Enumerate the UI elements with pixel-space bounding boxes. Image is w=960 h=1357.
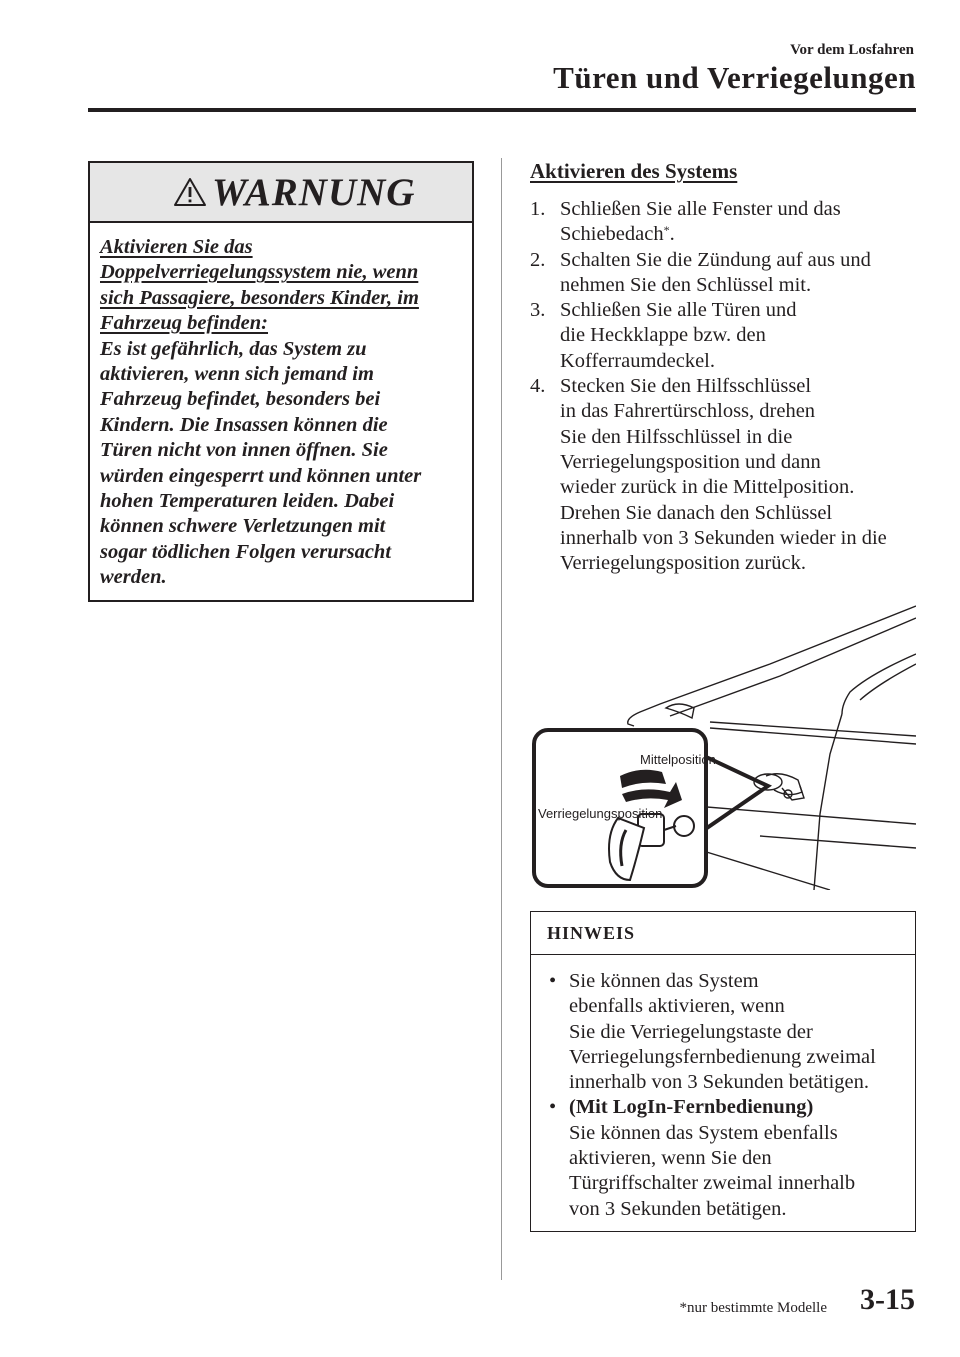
warning-lead-line: sich Passagiere, besonders Kinder, im (100, 286, 419, 309)
step-line: die Heckklappe bzw. den (560, 324, 766, 347)
header-rule (88, 108, 916, 112)
step-line: Verriegelungsposition zurück. (560, 552, 806, 575)
procedure-steps (530, 197, 920, 576)
note-line: aktivieren, wenn Sie den (569, 1147, 772, 1170)
bullet-marker: • (549, 1096, 557, 1119)
step-3 (530, 298, 920, 374)
warning-text (100, 235, 465, 591)
warning-lead-line: Fahrzeug befinden: (100, 312, 269, 335)
note-header (531, 912, 915, 955)
step-4 (530, 374, 920, 576)
step-2 (530, 248, 920, 299)
callout-pointer (704, 756, 768, 830)
step-number: 3. (530, 299, 546, 322)
warning-body-line: können schwere Verletzungen mit (100, 515, 386, 538)
warning-body-line: Kindern. Die Insassen können die (100, 413, 388, 436)
step-line: Schließen Sie alle Fenster und das (560, 198, 841, 220)
step-line: Stecken Sie den Hilfsschlüssel (560, 375, 812, 398)
note-bold-lead: (Mit LogIn-Fernbedienung) (569, 1096, 814, 1119)
step-line: Schalten Sie die Zündung auf aus und (560, 248, 871, 271)
step-line: Kofferraumdeckel. (560, 349, 716, 372)
step-line: Schließen Sie alle Türen und (560, 299, 797, 322)
warning-body-line: Es ist gefährlich, das System zu (100, 337, 367, 360)
step-1 (530, 197, 920, 248)
warning-lead-line: Aktivieren Sie das (100, 236, 253, 258)
step-number: 2. (530, 248, 546, 271)
note-box (530, 911, 916, 1232)
step-line-end: . (669, 223, 675, 246)
step-line: wieder zurück in die Mittelposition. (560, 476, 855, 499)
step-line: nehmen Sie den Schlüssel mit. (560, 273, 812, 296)
step-line: Schiebedach (560, 223, 664, 246)
step-number: 1. (530, 198, 546, 220)
page-number: 3-15 (860, 1283, 915, 1316)
note-text (545, 969, 910, 1222)
warning-body-line: Türen nicht von innen öffnen. Sie (100, 439, 388, 462)
warning-title: WARNUNG (212, 171, 416, 214)
door-lock-illustration (530, 604, 916, 890)
page-title: Türen und Verriegelungen (553, 60, 916, 95)
note-line: Sie können das System (569, 970, 759, 992)
note-item-1 (545, 969, 910, 1095)
step-line-with-footnote (560, 222, 920, 247)
step-number: 4. (530, 375, 546, 398)
warning-body-line: Fahrzeug befindet, besonders bei (100, 388, 381, 411)
note-line: Sie die Verriegelungstaste der (569, 1020, 813, 1043)
warning-header (90, 163, 472, 223)
warning-body-line: aktivieren, wenn sich jemand im (100, 363, 374, 386)
warning-box (88, 161, 474, 602)
label-middle-position: Mittelposition (640, 752, 716, 767)
warning-body-line: würden eingesperrt und können unter (100, 464, 422, 487)
section-title: Vor dem Losfahren (790, 42, 914, 58)
bullet-marker: • (549, 970, 557, 992)
step-line: Drehen Sie danach den Schlüssel (560, 501, 833, 524)
warning-body-line: sogar tödlichen Folgen verursacht (100, 540, 392, 563)
warning-triangle-icon (173, 177, 207, 207)
procedure-heading: Aktivieren des Systems (530, 159, 738, 183)
note-title: HINWEIS (547, 923, 636, 943)
note-item-2 (545, 1095, 910, 1221)
warning-body-line: hohen Temperaturen leiden. Dabei (100, 490, 395, 513)
note-line: Türgriffschalter zweimal innerhalb (569, 1172, 856, 1195)
note-line: Sie können das System ebenfalls (569, 1121, 838, 1144)
warning-lead-line: Doppelverriegelungssystem nie, wenn (100, 261, 419, 284)
step-line: Sie den Hilfsschlüssel in die (560, 425, 793, 448)
label-lock-position: Verriegelungsposition (538, 806, 663, 821)
note-line: von 3 Sekunden betätigen. (569, 1197, 787, 1220)
column-divider (501, 158, 502, 1280)
footnote: *nur bestimmte Modelle (679, 1300, 827, 1316)
note-line: Verriegelungsfernbedienung zweimal (569, 1045, 876, 1068)
step-line: innerhalb von 3 Sekunden wieder in die (560, 526, 887, 549)
step-line: Verriegelungsposition und dann (560, 450, 821, 473)
footnote-mark: * (663, 223, 670, 238)
note-line: ebenfalls aktivieren, wenn (569, 995, 785, 1018)
warning-body-line: werden. (100, 566, 167, 589)
step-line: in das Fahrertürschloss, drehen (560, 400, 816, 423)
note-line: innerhalb von 3 Sekunden betätigen. (569, 1071, 870, 1094)
